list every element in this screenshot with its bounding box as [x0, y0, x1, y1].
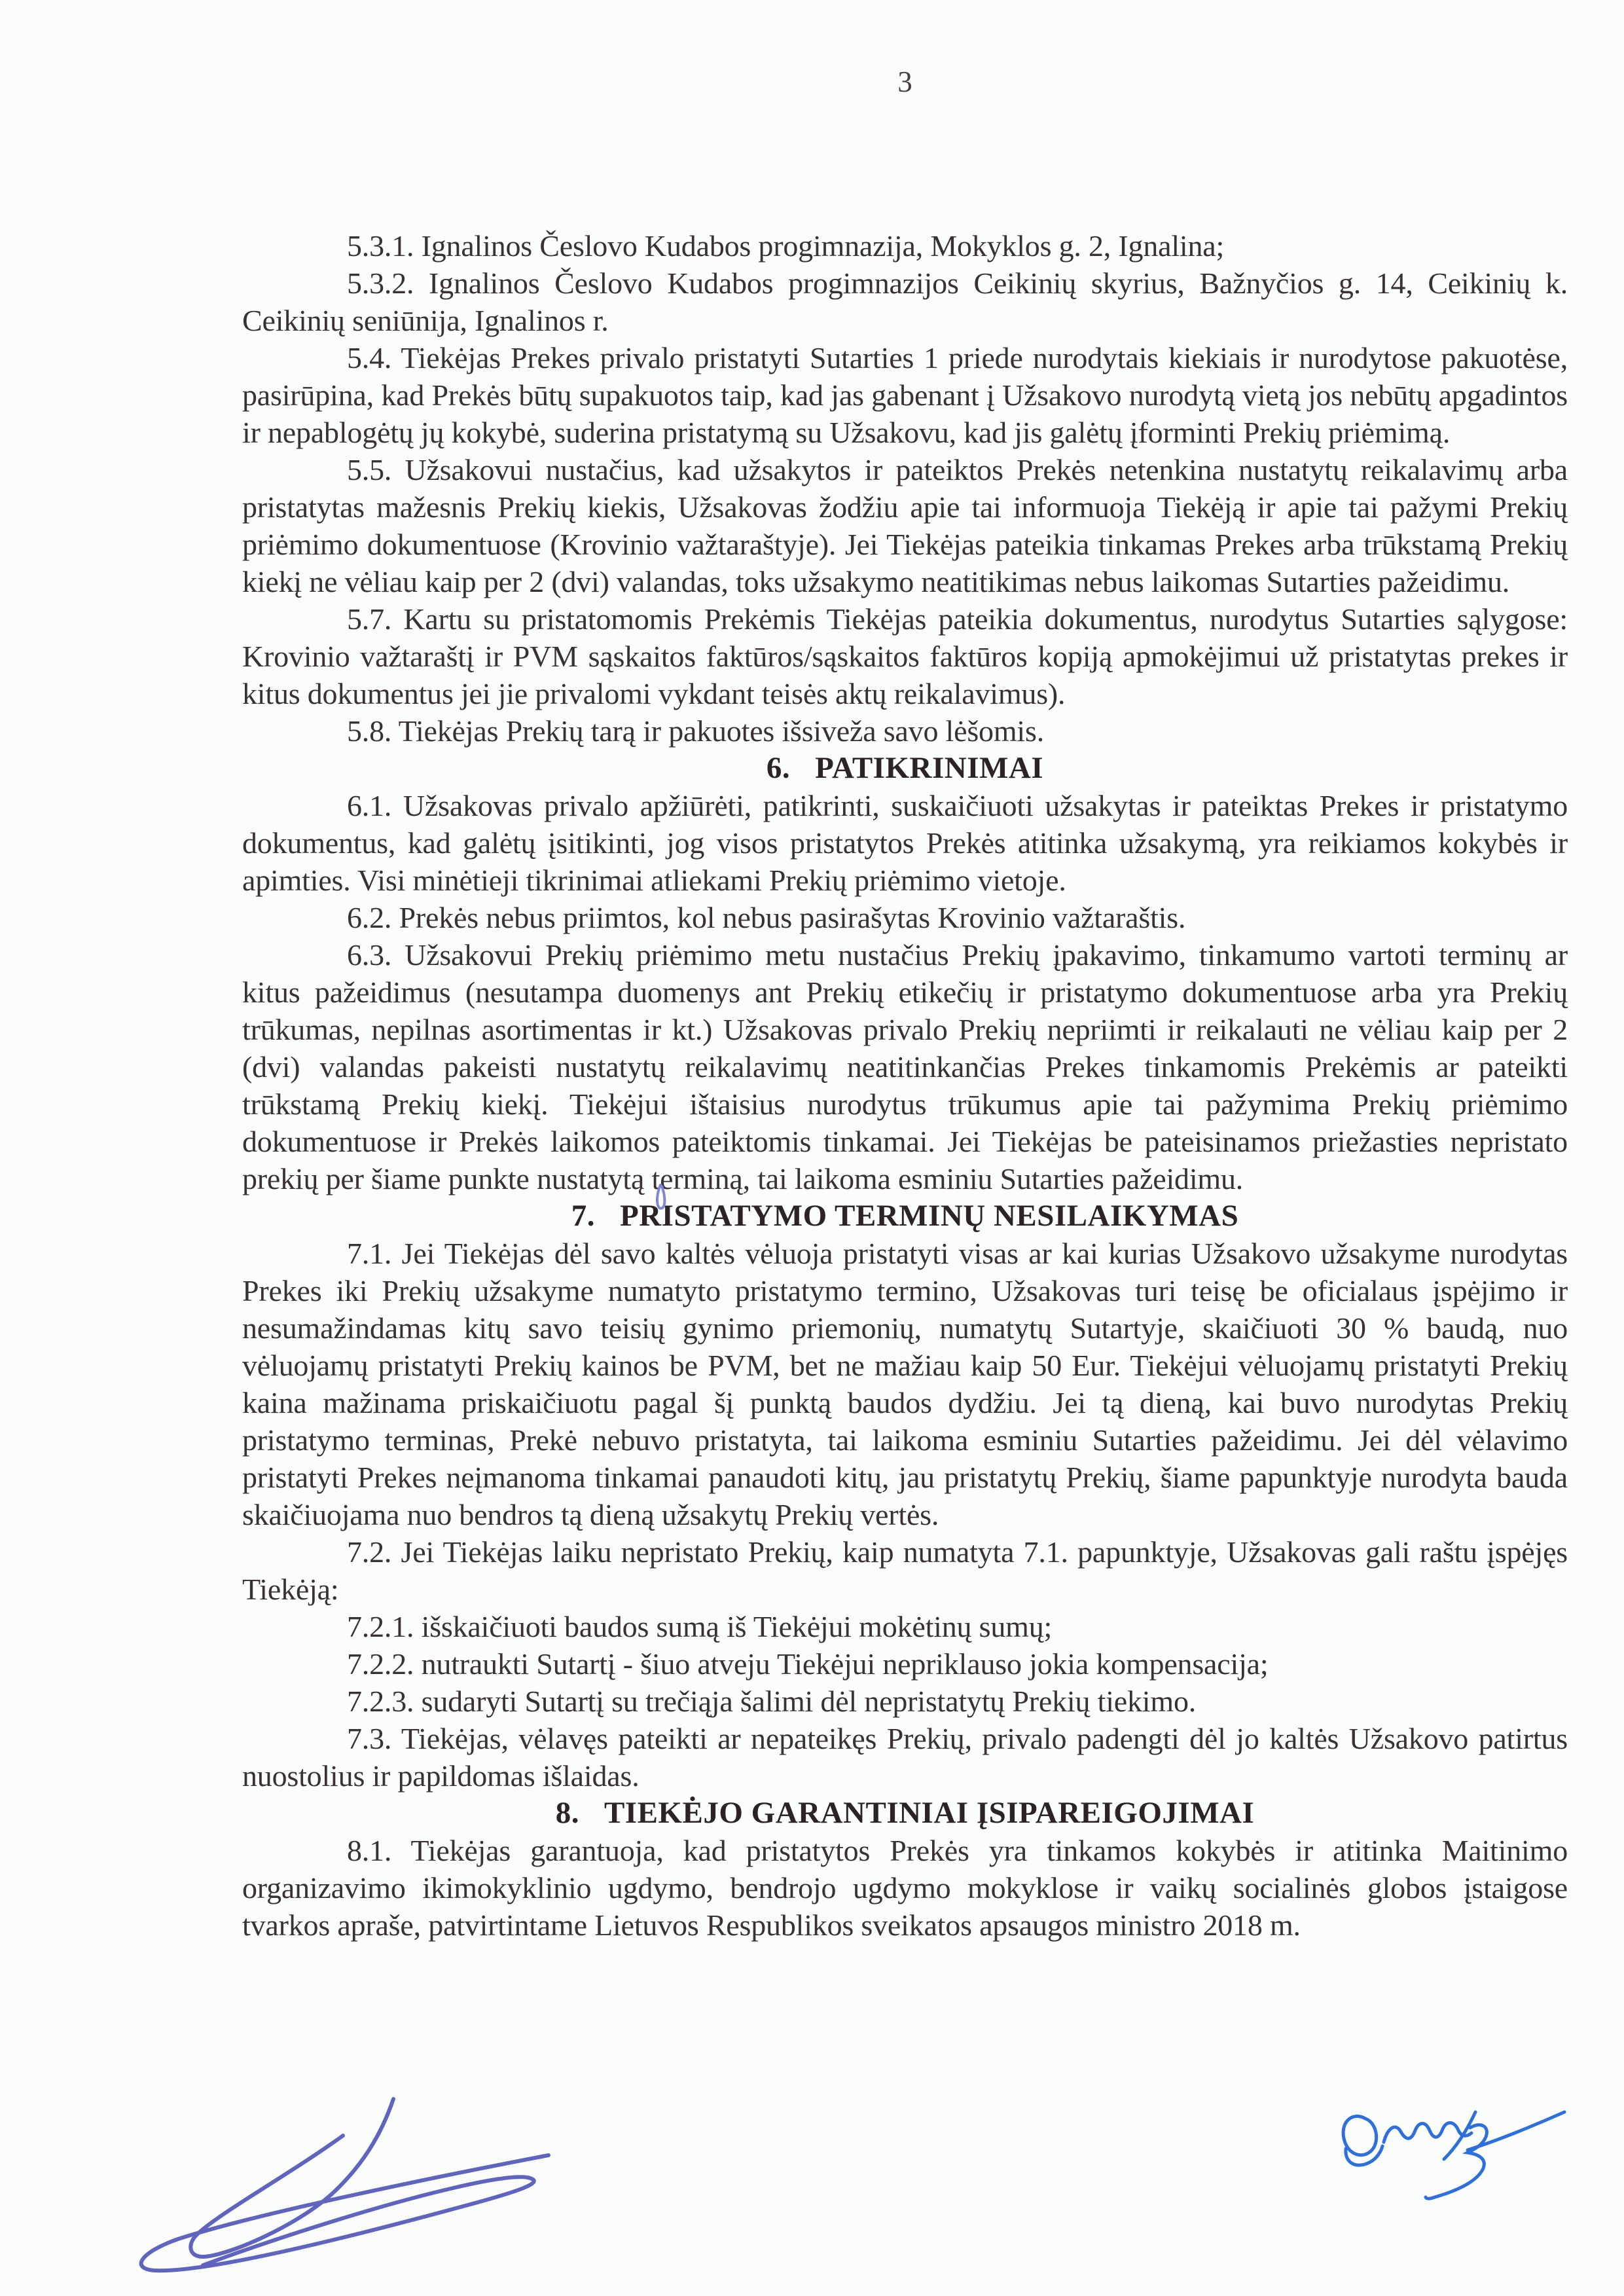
clause-number: 7.2.2.: [347, 1647, 414, 1681]
clause-number: 5.5.: [347, 453, 392, 486]
contract-clause: 5.3.1. Ignalinos Česlovo Kudabos progimnazija, Mokyklos g. 2, Ignalina;: [347, 229, 1225, 263]
clause-number: 7.3.: [347, 1722, 392, 1755]
clause-number: 5.3.2.: [347, 266, 414, 300]
clause-number: 6.3.: [347, 938, 392, 972]
section-title: PATIKRINIMAI: [815, 751, 1044, 785]
clause-number: 5.3.1.: [347, 229, 414, 263]
clause-number: 7.2.1.: [347, 1610, 414, 1643]
clause-number: 5.4.: [347, 341, 392, 374]
contract-clause: 6.3. Užsakovui Prekių priėmimo metu nustačius Prekių įpakavimo, tinkamumo vartoti terminų ar kitus pažeidimus (nesutampa duomenys ant Prekių etikečių ir pristatymo dokumentuose arba yra Prekių trūkumas, nepilnas asortimentas ir kt.) Užsakovas privalo Prekių nepriimti ir reikalauti ne vėliau kaip per 2 (dvi) valandas pakeisti nustatytų reikalavimų neatitinkančias Prekes tinkamomis Prekėmis ar pateikti trūkstamą Prekių kiekį. Tiekėjui ištaisius nurodytus trūkumus apie tai pažymima Prekių priėmimo dokumentuose ir Prekės laikomos pateiktomis tinkamai. Jei Tiekėjas be pateisinamos priežasties nepristato prekių per šiame punkte nustatytą terminą, tai laikoma esminiu Sutarties pažeidimu.: [242, 938, 1568, 1195]
contract-clause: 6.2. Prekės nebus priimtos, kol nebus pasirašytas Krovinio važtaraštis.: [347, 901, 1186, 934]
section-heading: [242, 1197, 1568, 1235]
left-signature: [141, 2099, 549, 2270]
contract-clause: 7.1. Jei Tiekėjas dėl savo kaltės vėluoja pristatyti visas ar kai kurias Užsakovo užsakyme nurodytas Prekes iki Prekių užsakyme numatyto pristatymo termino, Užsakovas turi teisę be oficialaus įspėjimo ir nesumažindamas kitų savo teisių gynimo priemonių, numatytų Sutartyje, skaičiuoti 30 % baudą, nuo vėluojamų pristatyti Prekių kainos be PVM, bet ne mažiau kaip 50 Eur. Tiekėjui vėluojamų pristatyti Prekių kaina mažinama priskaičiuotu pagal šį punktą baudos dydžiu. Jei tą dieną, kai buvo nurodytas Prekių pristatymo terminas, Prekė nebuvo pristatyta, tai laikoma esminiu Sutarties pažeidimu. Jei dėl vėlavimo pristatyti Prekes neįmanoma tinkamai panaudoti kitų, jau pristatytų Prekių, šiame papunktyje nurodyta bauda skaičiuojama nuo bendros tą dieną užsakytų Prekių vertės.: [242, 1237, 1568, 1531]
clause-number: 7.2.3.: [347, 1685, 414, 1718]
contract-clause: 7.2.3. sudaryti Sutartį su trečiąja šalimi dėl nepristatytų Prekių tiekimo.: [347, 1685, 1197, 1718]
clause-number: 6.1.: [347, 789, 392, 822]
section-number: 7.: [571, 1199, 596, 1233]
contract-clause: 5.8. Tiekėjas Prekių tarą ir pakuotes išsiveža savo lėšomis.: [347, 714, 1045, 748]
contract-clause: 6.1. Užsakovas privalo apžiūrėti, patikrinti, suskaičiuoti užsakytas ir pateiktas Prekes ir pristatymo dokumentus, kad galėtų įsitikinti, jog visos pristatytos Prekės atitinka užsakymą, yra reikiamos kokybės ir apimties. Visi minėtieji tikrinimai atliekami Prekių priėmimo vietoje.: [242, 789, 1568, 897]
clause-number: 7.2.: [347, 1535, 392, 1569]
section-number: 6.: [766, 751, 791, 785]
page-number: 3: [897, 65, 912, 98]
contract-clause: 8.1. Tiekėjas garantuoja, kad pristatytos Prekės yra tinkamos kokybės ir atitinka Maitinimo organizavimo ikimokyklinio ugdymo, bendrojo ugdymo mokyklose ir vaikų socialinės globos įstaigose tvarkos apraše, patvirtintame Lietuvos Respublikos sveikatos apsaugos ministro 2018 m.: [242, 1834, 1568, 1942]
document-body: [242, 227, 1568, 1944]
section-title: PRISTATYMO TERMINŲ NESILAIKYMAS: [620, 1199, 1239, 1233]
contract-clause: 5.7. Kartu su pristatomomis Prekėmis Tiekėjas pateikia dokumentus, nurodytus Sutarties sąlygose: Krovinio važtaraštį ir PVM sąskaitos faktūros/sąskaitos faktūros kopiją apmokėjimui už pristatytas prekes ir kitus dokumentus jei jie privalomi vykdant teisės aktų reikalavimus).: [242, 602, 1568, 710]
contract-clause: 7.2.1. išskaičiuoti baudos sumą iš Tiekėjui mokėtinų sumų;: [347, 1610, 1053, 1643]
clause-number: 6.2.: [347, 901, 392, 934]
contract-clause: 5.3.2. Ignalinos Česlovo Kudabos progimnazijos Ceikinių skyrius, Bažnyčios g. 14, Ceikinių k. Ceikinių seniūnija, Ignalinos r.: [242, 266, 1568, 337]
section-title: TIEKĖJO GARANTINIAI ĮSIPAREIGOJIMAI: [604, 1796, 1255, 1830]
section-heading: [242, 750, 1568, 787]
clause-number: 5.8.: [347, 714, 392, 748]
contract-clause: 7.2.2. nutraukti Sutartį - šiuo atveju Tiekėjui nepriklauso jokia kompensacija;: [347, 1647, 1269, 1681]
clause-number: 8.1.: [347, 1834, 392, 1867]
contract-clause: 5.4. Tiekėjas Prekes privalo pristatyti Sutarties 1 priede nurodytais kiekiais ir nurodytose pakuotėse, pasirūpina, kad Prekės būtų supakuotos taip, kad jas gabenant į Užsakovo nurodytą vietą jos nebūtų apgadintos ir nepablogėtų jų kokybė, suderina pristatymą su Užsakovu, kad jis galėtų įforminti Prekių priėmimą.: [242, 341, 1568, 449]
section-number: 8.: [555, 1796, 579, 1830]
contract-clause: 7.3. Tiekėjas, vėlavęs pateikti ar nepateikęs Prekių, privalo padengti dėl jo kaltės Užsakovo patirtus nuostolius ir papildomas išlaidas.: [242, 1722, 1568, 1793]
contract-clause: 5.5. Užsakovui nustačius, kad užsakytos ir pateiktos Prekės netenkina nustatytų reikalavimų arba pristatytas mažesnis Prekių kiekis, Užsakovas žodžiu apie tai informuoja Tiekėją ir apie tai pažymi Prekių priėmimo dokumentuose (Krovinio važtaraštyje). Jei Tiekėjas pateikia tinkamas Prekes arba trūkstamą Prekių kiekį ne vėliau kaip per 2 (dvi) valandas, toks užsakymo neatitikimas nebus laikomas Sutarties pažeidimu.: [242, 453, 1568, 598]
contract-clause: 7.2. Jei Tiekėjas laiku nepristato Prekių, kaip numatyta 7.1. papunktyje, Užsakovas gali raštu įspėjęs Tiekėją:: [242, 1535, 1568, 1606]
right-signature: [1343, 2112, 1564, 2198]
clause-number: 7.1.: [347, 1237, 392, 1270]
section-heading: [242, 1795, 1568, 1832]
clause-number: 5.7.: [347, 602, 392, 636]
